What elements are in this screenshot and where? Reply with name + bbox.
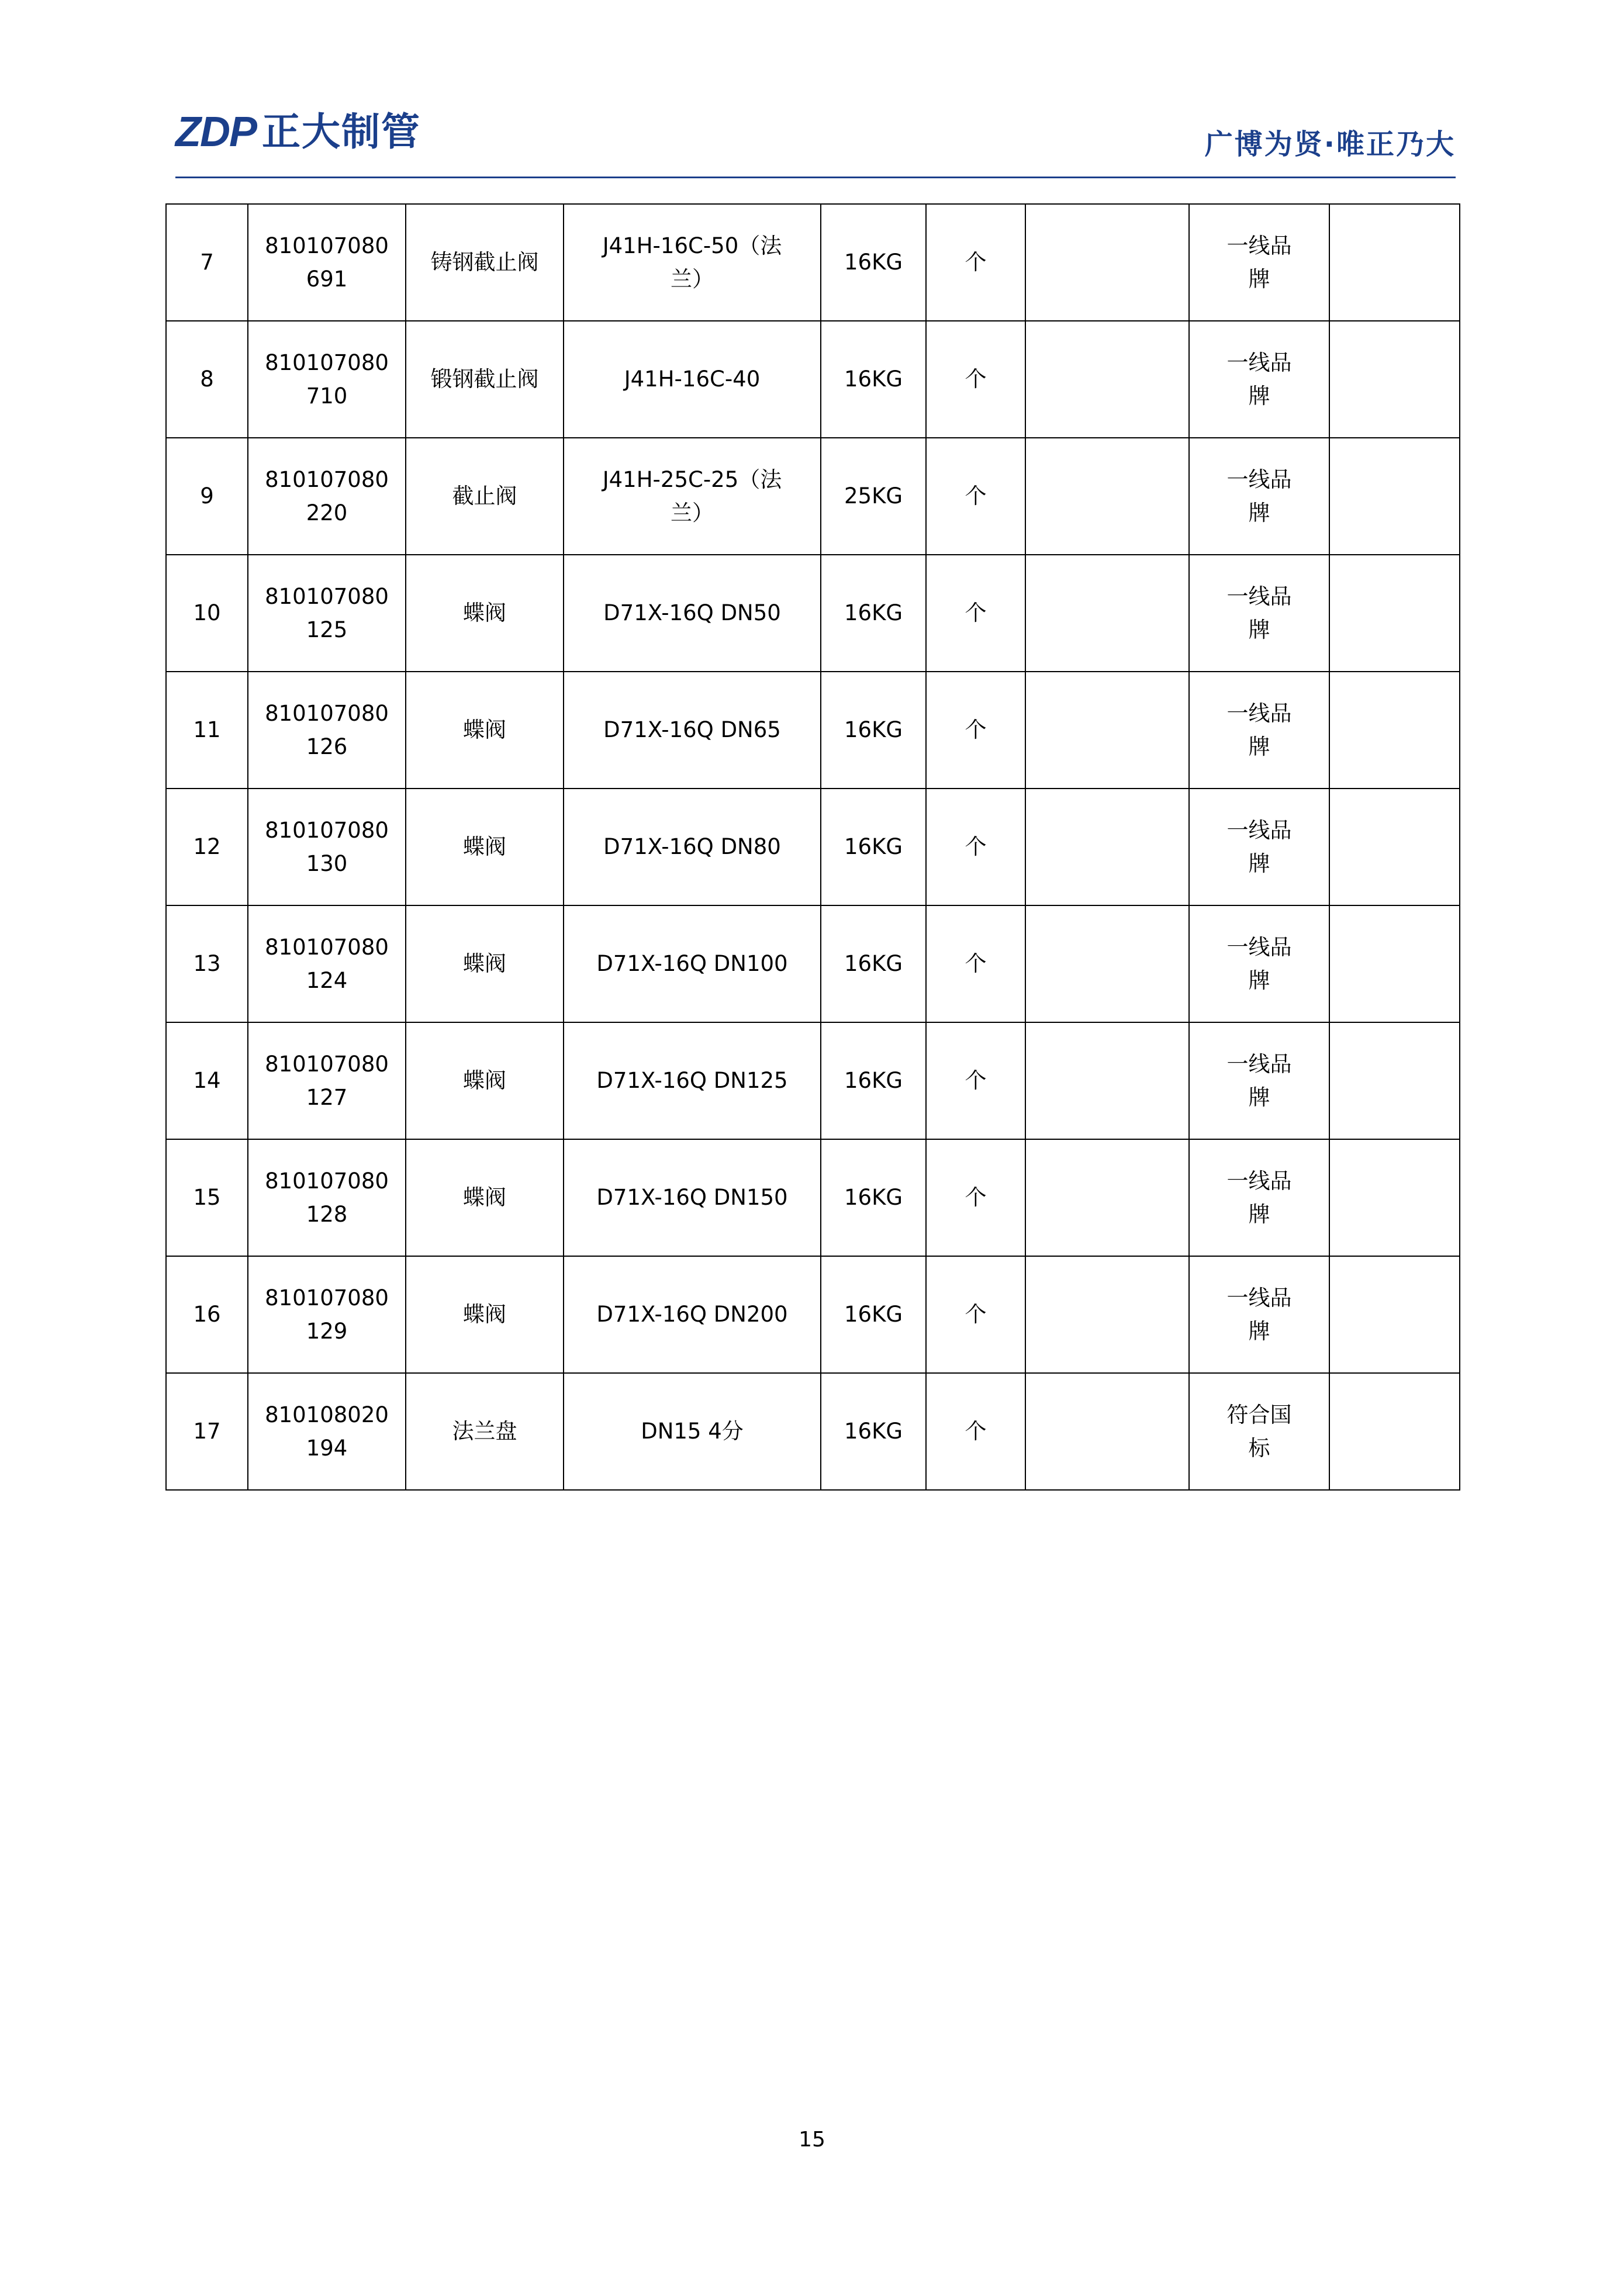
cell-remark <box>1329 1139 1460 1256</box>
cell-brand-line2: 牌 <box>1248 267 1270 292</box>
cell-spec <box>564 321 821 438</box>
cell-spec <box>564 1022 821 1139</box>
cell-brand-line2: 标 <box>1248 1436 1270 1461</box>
cell-name: 蝶阀 <box>406 1256 564 1373</box>
cell-code <box>248 789 406 905</box>
cell-code-line1: 810107080 <box>265 1168 389 1194</box>
cell-code <box>248 905 406 1022</box>
cell-spec-line1: D71X-16Q DN150 <box>596 1185 788 1211</box>
table-row <box>166 672 1460 789</box>
materials-table-container <box>165 203 1459 1491</box>
cell-brand-line2: 牌 <box>1248 383 1270 409</box>
cell-code <box>248 1373 406 1490</box>
cell-spec <box>564 1373 821 1490</box>
cell-quantity <box>1025 204 1189 321</box>
cell-remark <box>1329 905 1460 1022</box>
cell-brand-line1: 一线品 <box>1226 466 1292 492</box>
cell-remark <box>1329 672 1460 789</box>
cell-brand-line2: 牌 <box>1248 1202 1270 1227</box>
logo-mark-zdp: ZDP <box>175 109 256 155</box>
cell-brand-line2: 牌 <box>1248 500 1270 525</box>
cell-no: 14 <box>166 1022 248 1139</box>
table-row <box>166 1139 1460 1256</box>
cell-remark <box>1329 204 1460 321</box>
cell-code <box>248 555 406 672</box>
cell-unit: 个 <box>926 1373 1025 1490</box>
cell-brand-line2: 牌 <box>1248 851 1270 876</box>
cell-brand <box>1189 1022 1329 1139</box>
cell-brand <box>1189 1373 1329 1490</box>
cell-brand <box>1189 1256 1329 1373</box>
cell-pressure: 16KG <box>821 905 926 1022</box>
materials-table-body <box>166 204 1460 1490</box>
cell-no: 11 <box>166 672 248 789</box>
cell-unit: 个 <box>926 1256 1025 1373</box>
cell-pressure: 16KG <box>821 321 926 438</box>
table-row <box>166 204 1460 321</box>
cell-code-line1: 810108020 <box>265 1402 389 1427</box>
cell-brand-line1: 一线品 <box>1226 700 1292 726</box>
cell-spec-line1: J41H-25C-25（法 <box>602 466 782 492</box>
cell-spec-line1: D71X-16Q DN50 <box>603 600 781 626</box>
cell-remark <box>1329 555 1460 672</box>
cell-unit: 个 <box>926 1022 1025 1139</box>
cell-quantity <box>1025 1373 1189 1490</box>
cell-brand <box>1189 438 1329 555</box>
cell-code-line2: 126 <box>306 734 348 759</box>
cell-code-line2: 220 <box>306 500 348 525</box>
cell-unit: 个 <box>926 905 1025 1022</box>
cell-quantity <box>1025 1022 1189 1139</box>
table-row <box>166 1373 1460 1490</box>
cell-spec-line1: D71X-16Q DN125 <box>596 1068 788 1094</box>
cell-spec <box>564 1256 821 1373</box>
company-logo <box>175 111 421 153</box>
cell-code-line2: 124 <box>306 968 348 993</box>
cell-code <box>248 204 406 321</box>
cell-brand <box>1189 204 1329 321</box>
cell-code <box>248 672 406 789</box>
cell-spec <box>564 204 821 321</box>
cell-brand <box>1189 555 1329 672</box>
cell-unit: 个 <box>926 789 1025 905</box>
cell-brand-line1: 一线品 <box>1226 1168 1292 1194</box>
cell-no: 15 <box>166 1139 248 1256</box>
table-row <box>166 321 1460 438</box>
cell-brand-line1: 一线品 <box>1226 350 1292 375</box>
cell-name: 锻钢截止阀 <box>406 321 564 438</box>
cell-unit: 个 <box>926 204 1025 321</box>
cell-code-line2: 128 <box>306 1202 348 1227</box>
cell-remark <box>1329 1022 1460 1139</box>
cell-pressure: 16KG <box>821 1256 926 1373</box>
cell-spec <box>564 789 821 905</box>
cell-brand-line2: 牌 <box>1248 968 1270 993</box>
cell-remark <box>1329 438 1460 555</box>
cell-brand-line1: 一线品 <box>1226 1051 1292 1077</box>
cell-pressure: 16KG <box>821 789 926 905</box>
cell-spec-line1: D71X-16Q DN65 <box>603 717 781 743</box>
cell-name: 法兰盘 <box>406 1373 564 1490</box>
cell-name: 蝶阀 <box>406 905 564 1022</box>
cell-spec-line1: D71X-16Q DN100 <box>596 951 788 977</box>
cell-code-line2: 130 <box>306 851 348 876</box>
cell-brand <box>1189 672 1329 789</box>
cell-code-line1: 810107080 <box>265 1285 389 1310</box>
materials-table <box>165 203 1460 1491</box>
cell-name: 蝶阀 <box>406 1022 564 1139</box>
cell-code-line1: 810107080 <box>265 583 389 609</box>
cell-quantity <box>1025 1139 1189 1256</box>
cell-pressure: 16KG <box>821 672 926 789</box>
cell-spec <box>564 672 821 789</box>
table-row <box>166 438 1460 555</box>
page-footer <box>0 2128 1624 2152</box>
cell-name: 蝶阀 <box>406 672 564 789</box>
cell-spec-line1: DN15 4分 <box>641 1419 744 1444</box>
logo-company-name: 正大制管 <box>262 109 421 154</box>
cell-quantity <box>1025 672 1189 789</box>
cell-pressure: 16KG <box>821 555 926 672</box>
cell-spec-line1: J41H-16C-50（法 <box>602 233 782 258</box>
cell-remark <box>1329 321 1460 438</box>
cell-no: 13 <box>166 905 248 1022</box>
cell-unit: 个 <box>926 1139 1025 1256</box>
page-header <box>175 111 1456 175</box>
cell-spec <box>564 905 821 1022</box>
cell-quantity <box>1025 321 1189 438</box>
cell-no: 10 <box>166 555 248 672</box>
cell-brand-line1: 一线品 <box>1226 583 1292 609</box>
cell-brand-line1: 一线品 <box>1226 233 1292 258</box>
cell-code-line1: 810107080 <box>265 934 389 960</box>
cell-code <box>248 1256 406 1373</box>
cell-code-line2: 710 <box>306 383 348 409</box>
cell-quantity <box>1025 555 1189 672</box>
cell-spec-line1: D71X-16Q DN200 <box>596 1302 788 1327</box>
cell-unit: 个 <box>926 555 1025 672</box>
cell-brand-line2: 牌 <box>1248 1319 1270 1344</box>
cell-name: 铸钢截止阀 <box>406 204 564 321</box>
cell-spec <box>564 1139 821 1256</box>
cell-pressure: 16KG <box>821 1373 926 1490</box>
cell-pressure: 16KG <box>821 204 926 321</box>
cell-code-line2: 129 <box>306 1319 348 1344</box>
cell-brand-line1: 一线品 <box>1226 817 1292 843</box>
cell-brand <box>1189 321 1329 438</box>
cell-code-line2: 125 <box>306 617 348 642</box>
cell-code-line1: 810107080 <box>265 466 389 492</box>
cell-remark <box>1329 1373 1460 1490</box>
cell-brand-line1: 一线品 <box>1226 934 1292 960</box>
cell-name: 蝶阀 <box>406 1139 564 1256</box>
table-row <box>166 1256 1460 1373</box>
cell-spec <box>564 438 821 555</box>
cell-code-line2: 194 <box>306 1436 348 1461</box>
cell-no: 12 <box>166 789 248 905</box>
cell-brand-line2: 牌 <box>1248 617 1270 642</box>
cell-spec-line1: D71X-16Q DN80 <box>603 834 781 860</box>
cell-spec-line1: J41H-16C-40 <box>624 366 761 392</box>
cell-brand-line1: 符合国 <box>1226 1402 1292 1427</box>
cell-pressure: 16KG <box>821 1139 926 1256</box>
cell-code <box>248 1022 406 1139</box>
cell-quantity <box>1025 438 1189 555</box>
cell-code-line1: 810107080 <box>265 1051 389 1077</box>
cell-code-line2: 127 <box>306 1085 348 1110</box>
cell-no: 16 <box>166 1256 248 1373</box>
cell-quantity <box>1025 1256 1189 1373</box>
cell-code-line2: 691 <box>306 267 348 292</box>
cell-brand-line1: 一线品 <box>1226 1285 1292 1310</box>
cell-code <box>248 1139 406 1256</box>
cell-no: 17 <box>166 1373 248 1490</box>
cell-unit: 个 <box>926 672 1025 789</box>
cell-name: 蝶阀 <box>406 789 564 905</box>
cell-code-line1: 810107080 <box>265 700 389 726</box>
company-slogan: 广博为贤·唯正乃大 <box>1204 128 1456 161</box>
cell-spec-line2: 兰） <box>671 500 714 525</box>
cell-quantity <box>1025 905 1189 1022</box>
header-divider <box>175 177 1456 178</box>
cell-pressure: 25KG <box>821 438 926 555</box>
cell-code-line1: 810107080 <box>265 233 389 258</box>
cell-code-line1: 810107080 <box>265 350 389 375</box>
cell-no: 7 <box>166 204 248 321</box>
page-number: 15 <box>799 2128 825 2152</box>
cell-spec-line2: 兰） <box>671 267 714 292</box>
cell-unit: 个 <box>926 321 1025 438</box>
cell-code-line1: 810107080 <box>265 817 389 843</box>
cell-brand <box>1189 905 1329 1022</box>
cell-remark <box>1329 1256 1460 1373</box>
cell-brand <box>1189 1139 1329 1256</box>
cell-spec <box>564 555 821 672</box>
table-row <box>166 905 1460 1022</box>
cell-name: 截止阀 <box>406 438 564 555</box>
table-row <box>166 1022 1460 1139</box>
cell-remark <box>1329 789 1460 905</box>
cell-code <box>248 438 406 555</box>
cell-brand <box>1189 789 1329 905</box>
cell-no: 8 <box>166 321 248 438</box>
cell-unit: 个 <box>926 438 1025 555</box>
cell-pressure: 16KG <box>821 1022 926 1139</box>
cell-no: 9 <box>166 438 248 555</box>
table-row <box>166 789 1460 905</box>
cell-code <box>248 321 406 438</box>
cell-name: 蝶阀 <box>406 555 564 672</box>
table-row <box>166 555 1460 672</box>
cell-brand-line2: 牌 <box>1248 1085 1270 1110</box>
cell-brand-line2: 牌 <box>1248 734 1270 759</box>
cell-quantity <box>1025 789 1189 905</box>
